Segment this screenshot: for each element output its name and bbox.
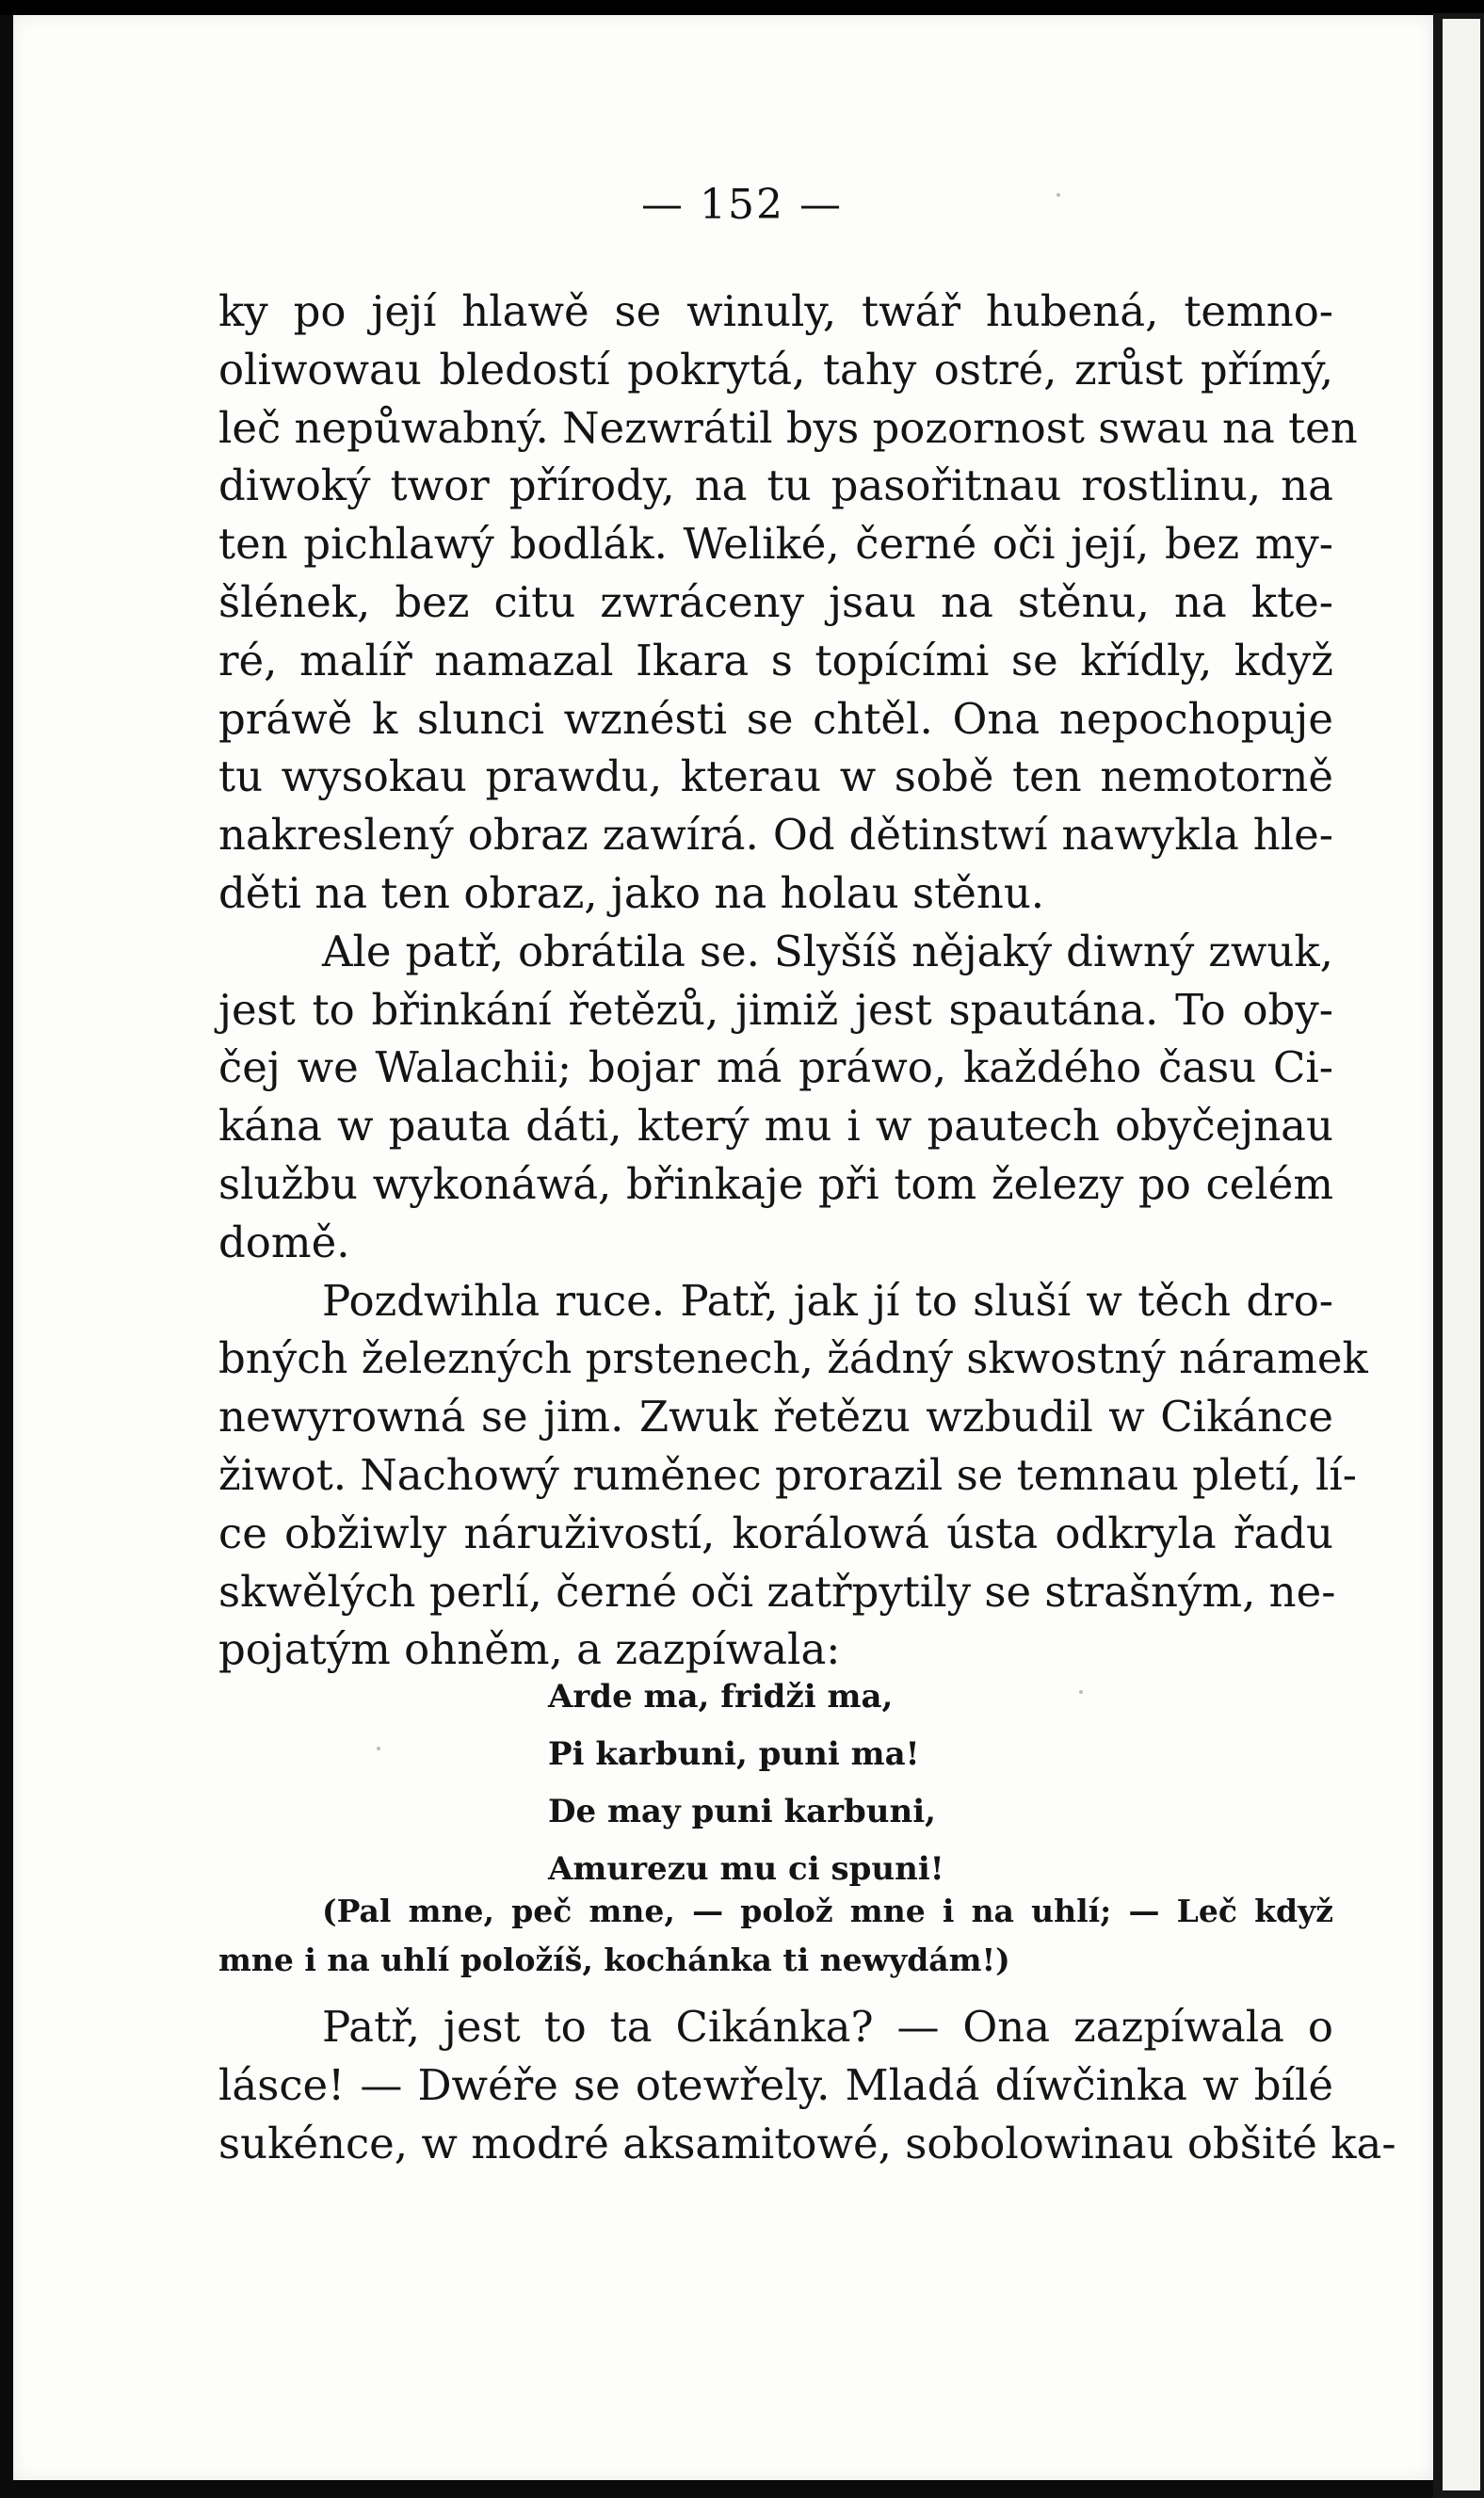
text-line: nakreslený obraz zawírá. Od dětinstwí nawykla hle- bbox=[218, 810, 1333, 861]
text-line: Pozdwihla ruce. Patř, jak jí to sluší w těch dro- bbox=[322, 1275, 1333, 1326]
text-line: sukénce, w modré aksamitowé, sobolowinau obšité ka- bbox=[218, 2119, 1396, 2168]
paper-speck bbox=[377, 1747, 380, 1750]
text-line: domě. bbox=[218, 1217, 350, 1267]
translation-line: (Pal mne, peč mne, — polož mne i na uhlí; — Leč když bbox=[322, 1893, 1333, 1929]
text-line: práwě k slunci wznésti se chtěl. Ona nepochopuje bbox=[218, 693, 1333, 744]
page-number: — 152 — bbox=[641, 181, 843, 229]
paragraph-2 bbox=[218, 923, 1333, 1272]
poem-line: De may puni karbuni, bbox=[548, 1793, 936, 1830]
text-line: diwoký twor přírody, na tu pasořitnau rostlinu, na bbox=[218, 460, 1333, 511]
text-line: newyrowná se jim. Zwuk řetězu wzbudil w Cikánce bbox=[218, 1392, 1333, 1442]
text-line: skwělých perlí, černé oči zatřpytily se strašným, ne- bbox=[218, 1566, 1336, 1617]
text-line: pojatým ohněm, a zazpíwala: bbox=[218, 1624, 841, 1675]
translation-line: mne i na uhlí položíš, kochánka ti newydám!) bbox=[218, 1942, 1010, 1978]
scan-top-edge bbox=[0, 0, 1484, 15]
text-line: šlének, bez citu zwráceny jsau na stěnu, na kte- bbox=[218, 576, 1333, 627]
text-line: ce obžiwly náruživostí, korálowá ústa odkryla řadu bbox=[218, 1507, 1333, 1558]
paper-speck bbox=[1057, 193, 1060, 197]
text-line: čej we Walachii; bojar má práwo, každého času Ci- bbox=[218, 1042, 1333, 1093]
poem-line: Amurezu mu ci spuni! bbox=[548, 1850, 944, 1888]
adjacent-page-strip bbox=[1443, 19, 1480, 2490]
text-line: ten pichlawý bodlák. Weliké, černé oči její, bez my- bbox=[218, 519, 1333, 570]
text-line: leč nepůwabný. Nezwrátil bys pozornost swau na ten bbox=[218, 402, 1358, 453]
paragraph-3 bbox=[218, 1272, 1368, 1680]
text-line: kána w pauta dáti, který mu i w pautech obyčejnau bbox=[218, 1101, 1333, 1152]
text-line: oliwowau bledostí pokrytá, tahy ostré, zrůst přímý, bbox=[218, 344, 1333, 395]
text-line: tu wysokau prawdu, kterau w sobě ten nemotorně bbox=[218, 751, 1333, 802]
text-line: ky po její hlawě se winuly, twář hubená, temno- bbox=[218, 286, 1333, 336]
poem-translation bbox=[218, 1887, 1333, 1985]
text-line: děti na ten obraz, jako na holau stěnu. bbox=[218, 867, 1045, 918]
poem-line: Pi karbuni, puni ma! bbox=[548, 1735, 920, 1773]
text-line: lásce! — Dwéře se otewřely. Mladá díwčinka w bílé bbox=[218, 2060, 1333, 2110]
paragraph-1 bbox=[218, 282, 1358, 923]
text-line: bných železných prstenech, žádný skwostný náramek bbox=[218, 1333, 1368, 1384]
text-line: žiwot. Nachowý ruměnec prorazil se temnau pletí, lí- bbox=[218, 1449, 1358, 1500]
text-line: Patř, jest to ta Cikánka? — Ona zazpíwala o bbox=[322, 2002, 1333, 2052]
poem-line: Arde ma, fridži ma, bbox=[548, 1678, 894, 1716]
body-text bbox=[218, 282, 1368, 1679]
poem-verse bbox=[548, 1668, 1113, 1898]
paper-speck bbox=[1079, 1690, 1083, 1694]
text-line: jest to břinkání řetězů, jimiž jest spautána. To oby- bbox=[218, 984, 1333, 1035]
paragraph-4 bbox=[218, 1998, 1396, 2173]
text-line: službu wykonáwá, břinkaje při tom železy po celém bbox=[218, 1158, 1333, 1209]
text-line: Ale patř, obrátila se. Slyšíš nějaký diwný zwuk, bbox=[322, 926, 1333, 976]
text-line: ré, malíř namazal Ikara s topícími se křídly, když bbox=[218, 635, 1333, 685]
